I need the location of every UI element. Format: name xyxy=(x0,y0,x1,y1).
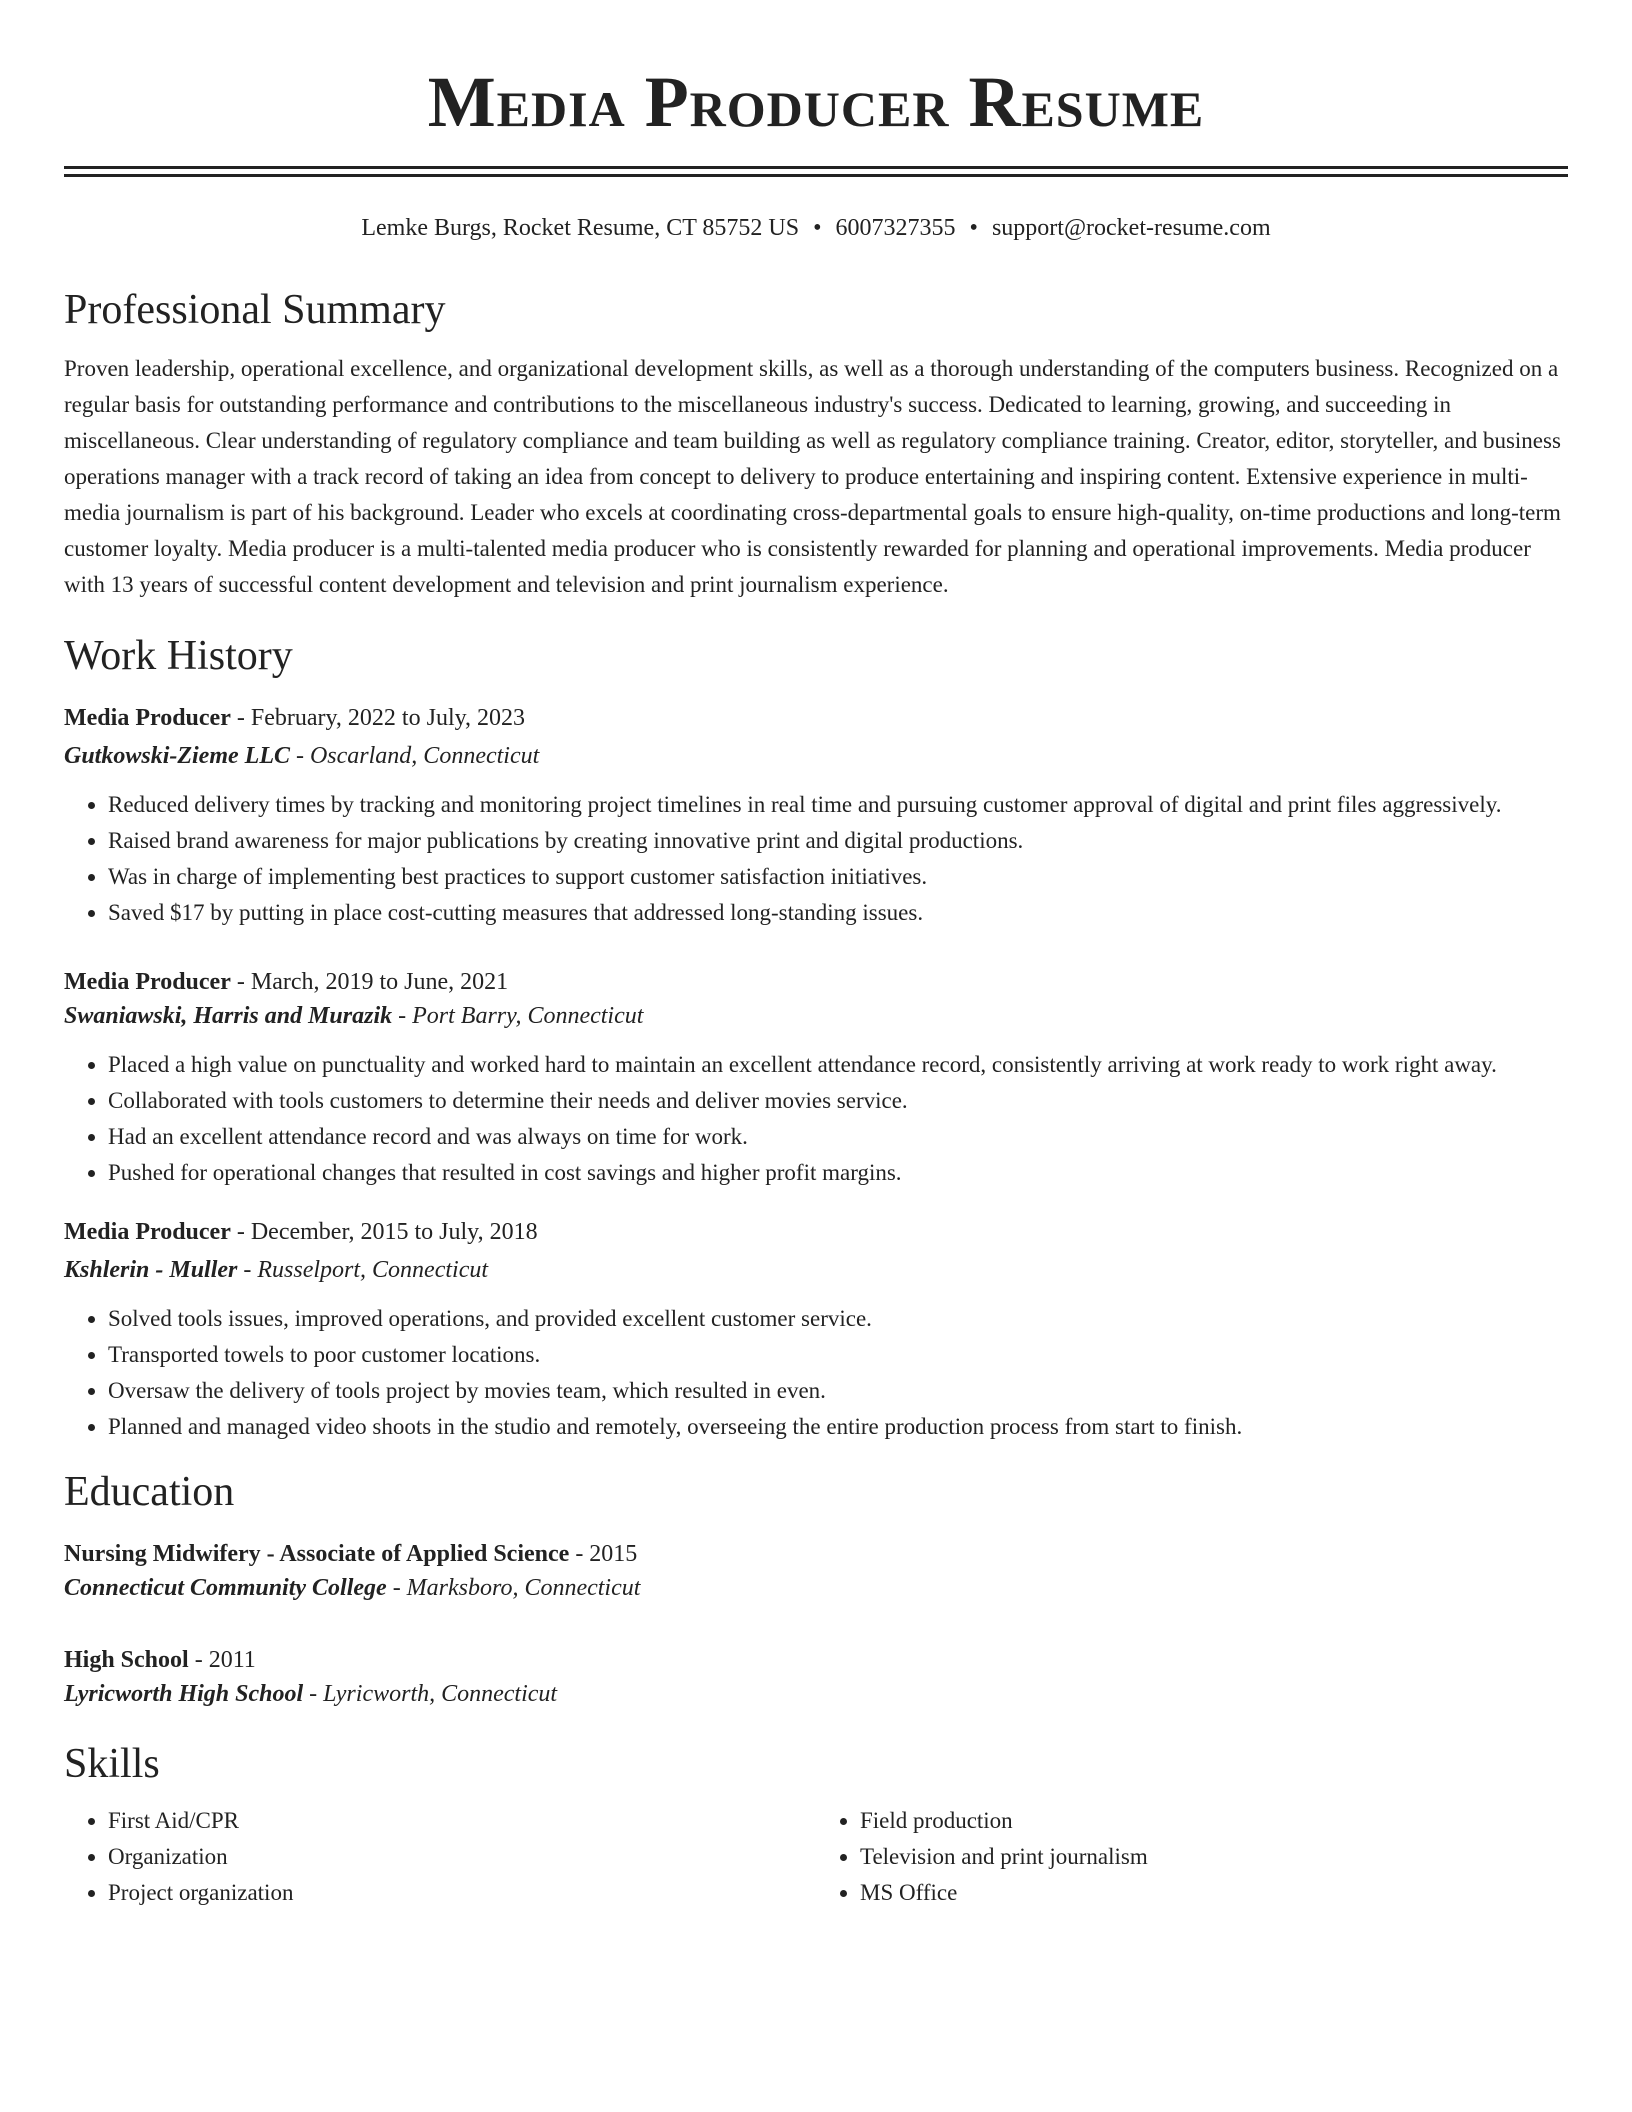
job-bullets xyxy=(64,787,1568,931)
list-item: • Planned and managed video shoots in the studio and remotely, overseeing the entire production process from start to finish. xyxy=(108,1409,1568,1445)
education-location: - Marksboro, Connecticut xyxy=(386,1575,641,1601)
list-item: • Was in charge of implementing best practices to support customer satisfaction initiatives. xyxy=(108,859,1568,895)
contact-line xyxy=(64,213,1568,243)
job-entry xyxy=(64,965,1568,1191)
job-bullets xyxy=(64,1301,1568,1445)
education-school-line xyxy=(64,1677,1568,1711)
title-rule-bottom xyxy=(64,174,1568,177)
list-item: • Field production xyxy=(860,1803,1568,1839)
contact-separator: • xyxy=(969,215,978,241)
contact-email: support@rocket-resume.com xyxy=(991,215,1271,241)
list-item: • Solved tools issues, improved operations, and provided excellent customer service. xyxy=(108,1301,1568,1337)
work-history-heading: Work History xyxy=(64,633,293,679)
list-item: • First Aid/CPR xyxy=(108,1803,816,1839)
job-role: Media Producer xyxy=(64,705,231,731)
contact-phone: 6007327355 xyxy=(835,215,956,241)
education-degree: High School xyxy=(64,1647,189,1673)
contact-address: Lemke Burgs, Rocket Resume, CT 85752 US xyxy=(361,215,800,241)
list-item: • MS Office xyxy=(860,1875,1568,1911)
job-company-line xyxy=(64,1253,1568,1287)
job-dates: - February, 2022 to July, 2023 xyxy=(230,705,526,731)
list-item: • Raised brand awareness for major publications by creating innovative print and digital productions. xyxy=(108,823,1568,859)
job-dates: - December, 2015 to July, 2018 xyxy=(230,1219,538,1245)
skills-list-left xyxy=(64,1803,816,1911)
skills-list-right xyxy=(816,1803,1568,1911)
list-item: • Television and print journalism xyxy=(860,1839,1568,1875)
education-school: Lyricworth High School xyxy=(64,1681,304,1707)
job-entry xyxy=(64,701,1568,931)
education-school-line xyxy=(64,1571,1568,1605)
education-degree: Nursing Midwifery - Associate of Applied Science xyxy=(64,1541,570,1567)
education-location: - Lyricworth, Connecticut xyxy=(303,1681,558,1707)
job-heading xyxy=(64,701,1568,735)
education-year: - 2011 xyxy=(188,1647,256,1673)
job-heading xyxy=(64,1215,1568,1249)
list-item: • Project organization xyxy=(108,1875,816,1911)
job-heading xyxy=(64,965,1568,999)
resume-title: Media Producer Resume xyxy=(427,62,1205,142)
skills-heading: Skills xyxy=(64,1741,160,1787)
list-item: • Placed a high value on punctuality and worked hard to maintain an excellent attendance record, consistently arriving at work ready to work right away. xyxy=(108,1047,1568,1083)
list-item: • Reduced delivery times by tracking and monitoring project timelines in real time and pursuing customer approval of digital and print files aggressively. xyxy=(108,787,1568,823)
list-item: • Collaborated with tools customers to determine their needs and deliver movies service. xyxy=(108,1083,1568,1119)
summary-heading: Professional Summary xyxy=(64,287,446,333)
job-company: Swaniawski, Harris and Murazik xyxy=(64,1003,393,1029)
list-item: • Saved $17 by putting in place cost-cutting measures that addressed long-standing issues. xyxy=(108,895,1568,931)
list-item: • Organization xyxy=(108,1839,816,1875)
list-item: • Transported towels to poor customer locations. xyxy=(108,1337,1568,1373)
job-role: Media Producer xyxy=(64,1219,231,1245)
job-role: Media Producer xyxy=(64,969,231,995)
job-company: Kshlerin - Muller xyxy=(64,1257,238,1283)
education-entry xyxy=(64,1537,1568,1605)
job-company: Gutkowski-Zieme LLC xyxy=(64,743,290,769)
job-company-line xyxy=(64,739,1568,773)
job-location: - Port Barry, Connecticut xyxy=(392,1003,644,1029)
education-degree-line xyxy=(64,1643,1568,1677)
job-company-line xyxy=(64,999,1568,1033)
job-entry xyxy=(64,1215,1568,1445)
contact-separator: • xyxy=(813,215,822,241)
education-school: Connecticut Community College xyxy=(64,1575,387,1601)
job-location: - Oscarland, Connecticut xyxy=(289,743,540,769)
list-item: • Oversaw the delivery of tools project by movies team, which resulted in even. xyxy=(108,1373,1568,1409)
list-item: • Pushed for operational changes that resulted in cost savings and higher profit margins. xyxy=(108,1155,1568,1191)
skills-columns xyxy=(64,1803,1568,1911)
job-dates: - March, 2019 to June, 2021 xyxy=(230,969,509,995)
list-item: • Had an excellent attendance record and was always on time for work. xyxy=(108,1119,1568,1155)
education-degree-line xyxy=(64,1537,1568,1571)
summary-text: Proven leadership, operational excellence, and organizational development skills, as well as a thorough understanding of the computers business. Recognized on a regular basis for outstanding performance and contributions to the miscellaneous industry's success. Dedicated to learning, growing, and succeeding in miscellaneous. Clear understanding of regulatory compliance and team building as well as regulatory compliance training. Creator, editor, storyteller, and business operations manager with a track record of taking an idea from concept to delivery to produce entertaining and inspiring content. Extensive experience in multi-media journalism is part of his background. Leader who excels at coordinating cross-departmental goals to ensure high-quality, on-time productions and long-term customer loyalty. Media producer is a multi-talented media producer who is consistently rewarded for planning and operational improvements. Media producer with 13 years of successful content development and television and print journalism experience. xyxy=(64,356,1561,597)
education-heading: Education xyxy=(64,1469,235,1515)
education-entry xyxy=(64,1643,1568,1711)
title-rule-top xyxy=(64,166,1568,169)
job-bullets xyxy=(64,1047,1568,1191)
education-year: - 2015 xyxy=(569,1541,638,1567)
job-location: - Russelport, Connecticut xyxy=(237,1257,489,1283)
